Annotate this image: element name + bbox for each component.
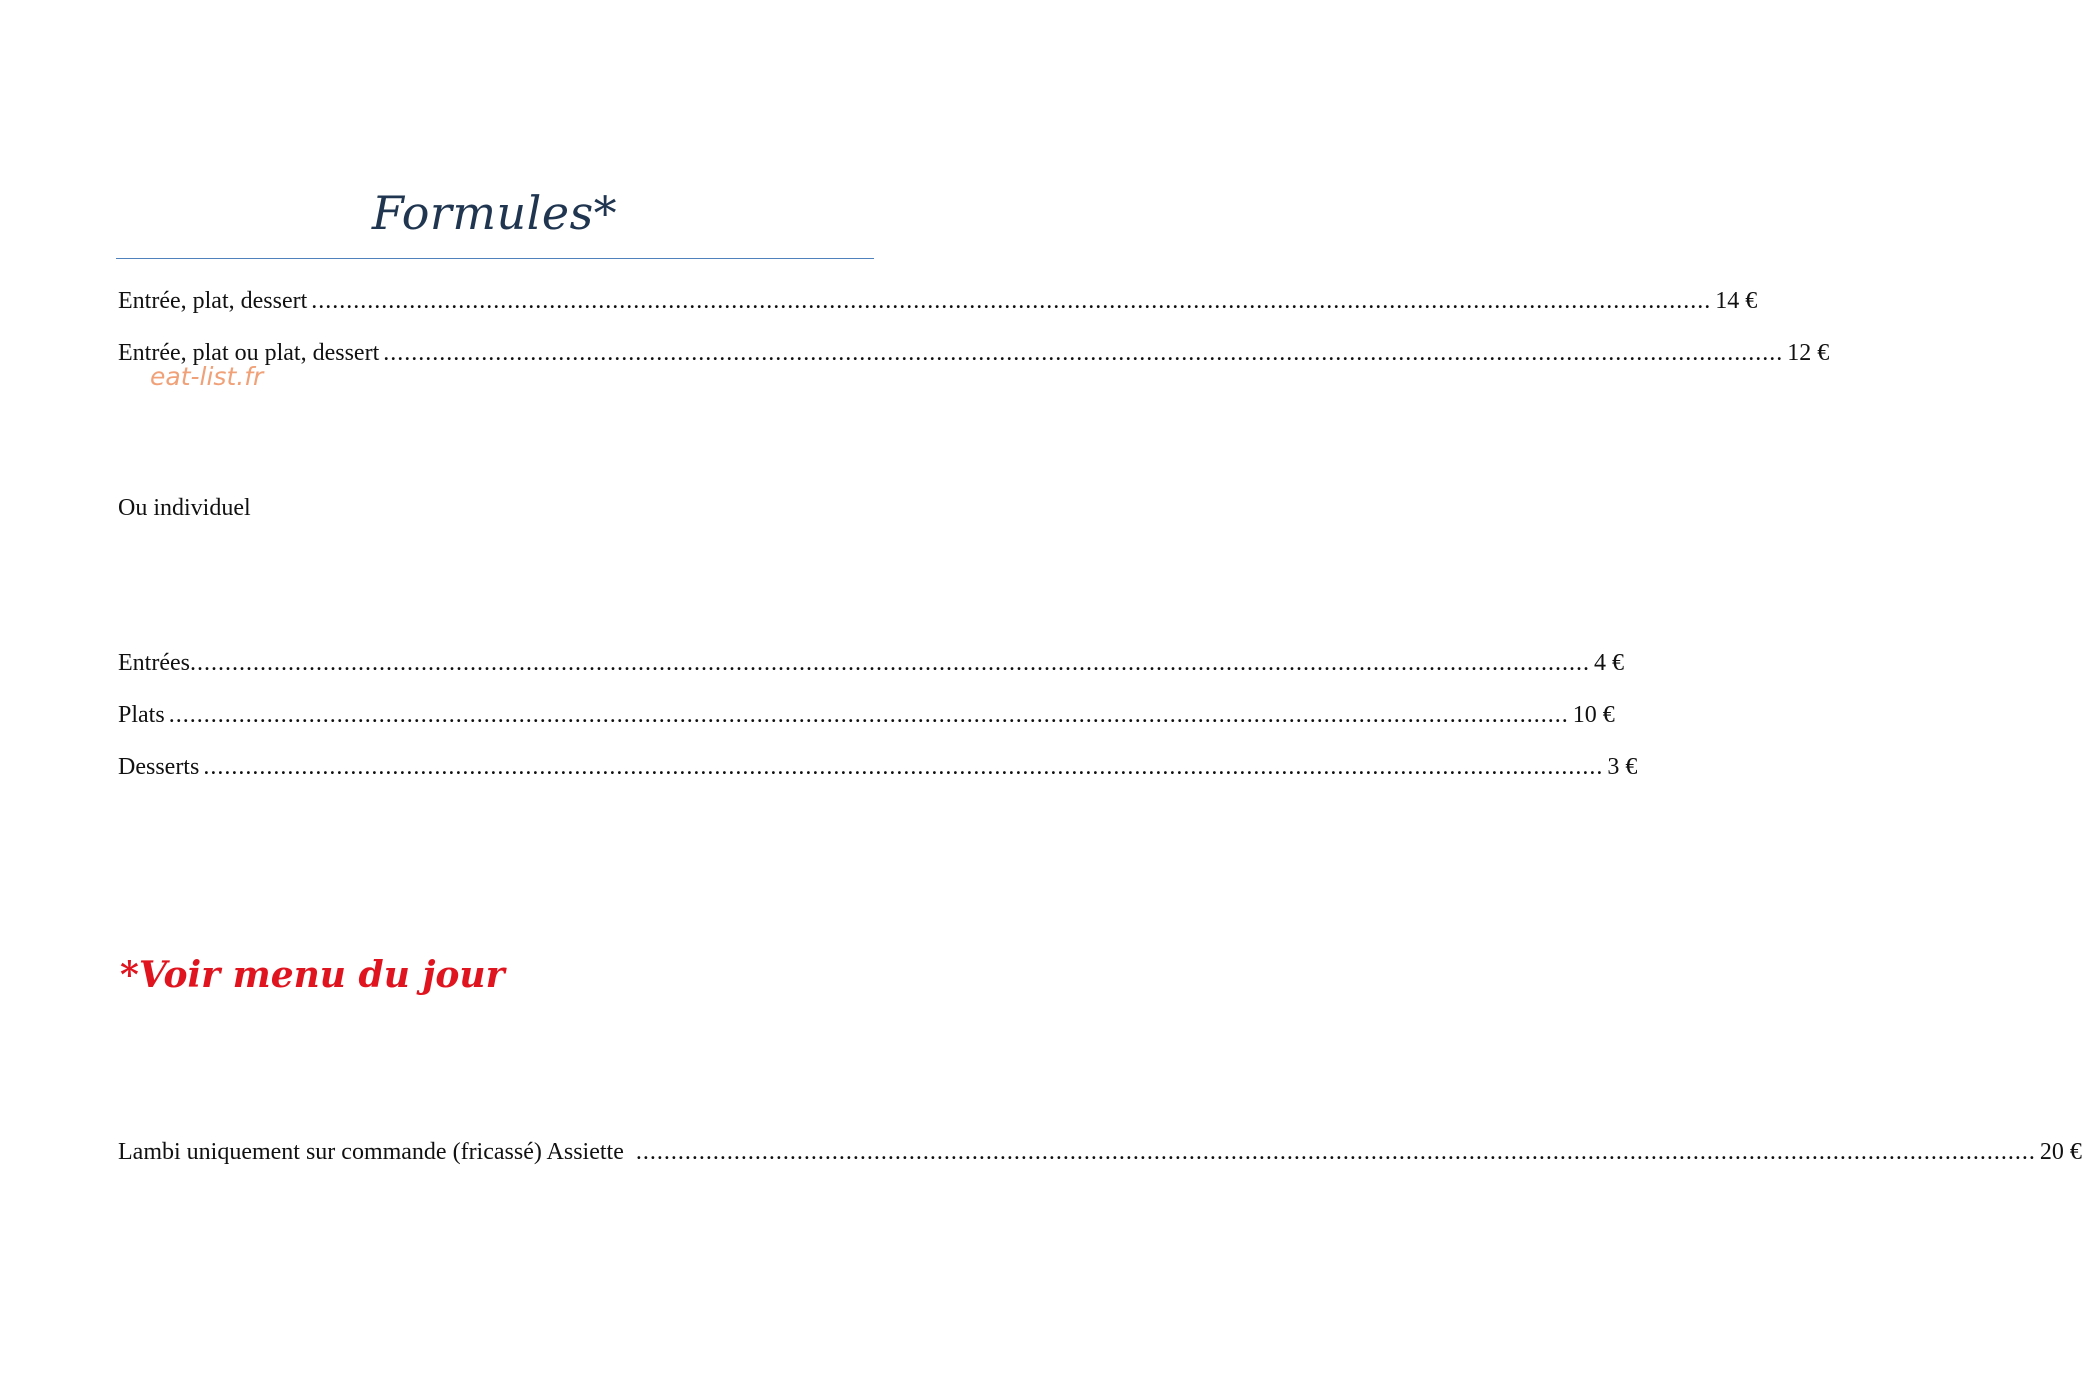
dot-leader: ........................................................................................................................................................................................................ (189, 650, 1590, 676)
menu-item-label: Lambi uniquement sur commande (fricassé) Assiette (118, 1139, 624, 1165)
menu-item-price: 4 € (1593, 650, 1624, 676)
menu-item-label: Entrées (118, 650, 190, 676)
watermark: eat-list.fr (150, 362, 264, 391)
menu-item-price: 10 € (1572, 702, 1615, 728)
dot-leader: ........................................................................................................................................................................................................ (383, 340, 1784, 366)
menu-item-row (118, 752, 1638, 782)
menu-item-label: Entrée, plat ou plat, dessert (118, 340, 380, 366)
section-heading-individual: Ou individuel (118, 495, 251, 521)
menu-item-price: 20 € (2039, 1139, 2082, 1165)
menu-item-price: 12 € (1787, 340, 1830, 366)
menu-item-row (118, 700, 1615, 730)
title-divider (116, 258, 874, 259)
dot-leader: ........................................................................................................................................................................................................ (635, 1139, 2036, 1165)
menu-item-label: Entrée, plat, dessert (118, 288, 308, 314)
menu-item-label: Plats (118, 702, 165, 728)
dot-leader: ........................................................................................................................................................................................................ (203, 754, 1604, 780)
menu-item-row (118, 648, 1624, 678)
menu-item-price: 3 € (1607, 754, 1638, 780)
dot-leader: ........................................................................................................................................................................................................ (311, 288, 1712, 314)
page-title: Formules* (371, 186, 618, 240)
dot-leader: ........................................................................................................................................................................................................ (168, 702, 1569, 728)
menu-du-jour-note: *Voir menu du jour (120, 954, 505, 996)
menu-item-price: 14 € (1715, 288, 1758, 314)
menu-item-row-special (118, 1137, 2082, 1167)
menu-item-label: Desserts (118, 754, 200, 780)
menu-item-row (118, 286, 1758, 316)
